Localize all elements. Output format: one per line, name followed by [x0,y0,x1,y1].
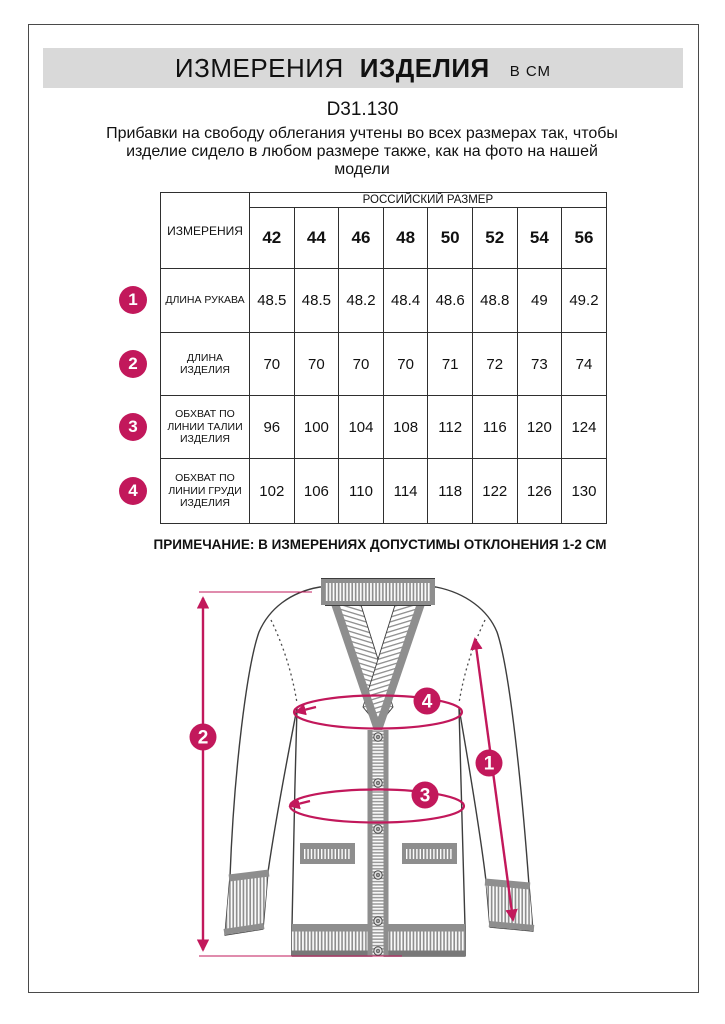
value-cell: 49 [517,269,562,333]
diagram-marker-2: 2 [197,727,209,749]
size-header-cell: 56 [562,208,607,269]
value-cell: 126 [517,459,562,524]
row-marker-2: 2 [119,350,147,378]
size-header-cell: 50 [428,208,473,269]
button-placket [368,730,389,957]
title-unit: В СМ [509,62,552,80]
row-marker-4: 4 [119,477,147,505]
value-cell: 74 [562,333,607,396]
size-header-cell: 52 [472,208,517,269]
table-row [161,333,607,396]
table-row [161,396,607,459]
value-cell: 72 [472,333,517,396]
value-cell: 102 [250,459,295,524]
value-cell: 120 [517,396,562,459]
row-marker-3: 3 [119,413,147,441]
cardigan-measurement-diagram [150,560,600,980]
value-cell: 73 [517,333,562,396]
value-cell: 48.8 [472,269,517,333]
value-cell: 70 [339,333,384,396]
tolerance-note: ПРИМЕЧАНИЕ: В ИЗМЕРЕНИЯХ ДОПУСТИМЫ ОТКЛОНЕНИЯ 1-2 СМ [153,537,607,552]
value-cell: 71 [428,333,473,396]
title-word-garment: ИЗДЕЛИЯ [359,52,490,83]
size-header-cell: 48 [383,208,428,269]
row-label: ДЛИНА РУКАВА [161,269,250,333]
neckband [321,579,435,606]
value-cell: 124 [562,396,607,459]
size-header-cell: 54 [517,208,562,269]
value-cell: 110 [339,459,384,524]
diagram-marker-4: 4 [421,691,433,713]
value-cell: 104 [339,396,384,459]
value-cell: 114 [383,459,428,524]
value-cell: 122 [472,459,517,524]
size-header-cell: 42 [250,208,295,269]
diagram-marker-1: 1 [483,753,495,775]
fit-description-line: Прибавки на свободу облегания учтены во всех размерах так, чтобы [106,125,618,142]
value-cell: 108 [383,396,428,459]
row-label: ОБХВАТ ПО ЛИНИИ ГРУДИ ИЗДЕЛИЯ [161,459,250,524]
table-corner-header: ИЗМЕРЕНИЯ [161,193,250,269]
page-title [43,48,683,88]
value-cell: 96 [250,396,295,459]
left-pocket [300,843,355,864]
value-cell: 106 [294,459,339,524]
size-header-cell: 44 [294,208,339,269]
value-cell: 130 [562,459,607,524]
diagram-marker-3: 3 [419,785,431,807]
value-cell: 49.2 [562,269,607,333]
value-cell: 116 [472,396,517,459]
value-cell: 112 [428,396,473,459]
table-row [161,459,607,524]
size-table [160,192,607,524]
fit-description [102,125,622,179]
fit-description-line: модели [334,161,390,178]
value-cell: 70 [383,333,428,396]
right-pocket [402,843,457,864]
value-cell: 48.4 [383,269,428,333]
table-group-header: РОССИЙСКИЙ РАЗМЕР [250,193,607,208]
value-cell: 70 [294,333,339,396]
value-cell: 100 [294,396,339,459]
value-cell: 70 [250,333,295,396]
row-label: ДЛИНА ИЗДЕЛИЯ [161,333,250,396]
left-cuff [224,872,269,935]
value-cell: 118 [428,459,473,524]
row-label: ОБХВАТ ПО ЛИНИИ ТАЛИИ ИЗДЕЛИЯ [161,396,250,459]
value-cell: 48.5 [250,269,295,333]
value-cell: 48.2 [339,269,384,333]
value-cell: 48.6 [428,269,473,333]
row-marker-1: 1 [119,286,147,314]
table-row [161,269,607,333]
product-code: D31.130 [326,99,399,120]
size-header-cell: 46 [339,208,384,269]
title-word-measurements: ИЗМЕРЕНИЯ [174,52,344,83]
fit-description-line: изделие сидело в любом размере также, как на фото на нашей [126,143,598,160]
value-cell: 48.5 [294,269,339,333]
